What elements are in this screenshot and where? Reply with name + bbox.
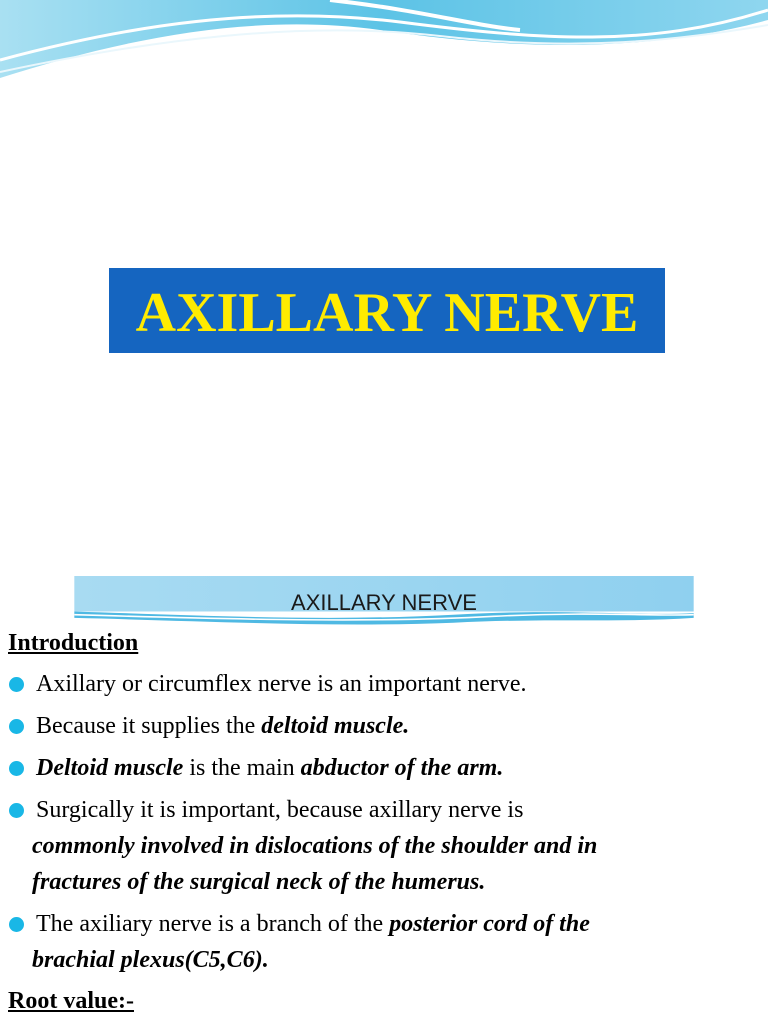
list-item: Surgically it is important, because axillary nerve is commonly involved in dislocations of the shoulder and in fractures of the surgical neck of the humerus. bbox=[8, 792, 763, 900]
content-slide bbox=[0, 576, 768, 1024]
bullet-icon bbox=[9, 917, 24, 932]
slide-title: AXILLARY NERVE bbox=[135, 281, 639, 344]
bullet-icon bbox=[9, 761, 24, 776]
slide-body bbox=[8, 628, 763, 984]
bullet-icon bbox=[9, 803, 24, 818]
section-heading: Introduction bbox=[8, 630, 139, 656]
list-item: Because it supplies the deltoid muscle. bbox=[8, 708, 763, 744]
bullet-icon bbox=[9, 719, 24, 734]
root-value-heading: Root value:- bbox=[8, 988, 134, 1014]
list-item: Axillary or circumflex nerve is an important nerve. bbox=[8, 666, 763, 702]
slide-header-title: AXILLARY NERVE bbox=[291, 590, 477, 615]
list-item: The axiliary nerve is a branch of the posterior cord of the brachial plexus(C5,C6). bbox=[8, 906, 763, 978]
title-banner bbox=[109, 268, 665, 353]
bullet-icon bbox=[9, 677, 24, 692]
list-item: Deltoid muscle is the main abductor of the arm. bbox=[8, 750, 763, 786]
header-wave-decoration bbox=[0, 0, 768, 90]
